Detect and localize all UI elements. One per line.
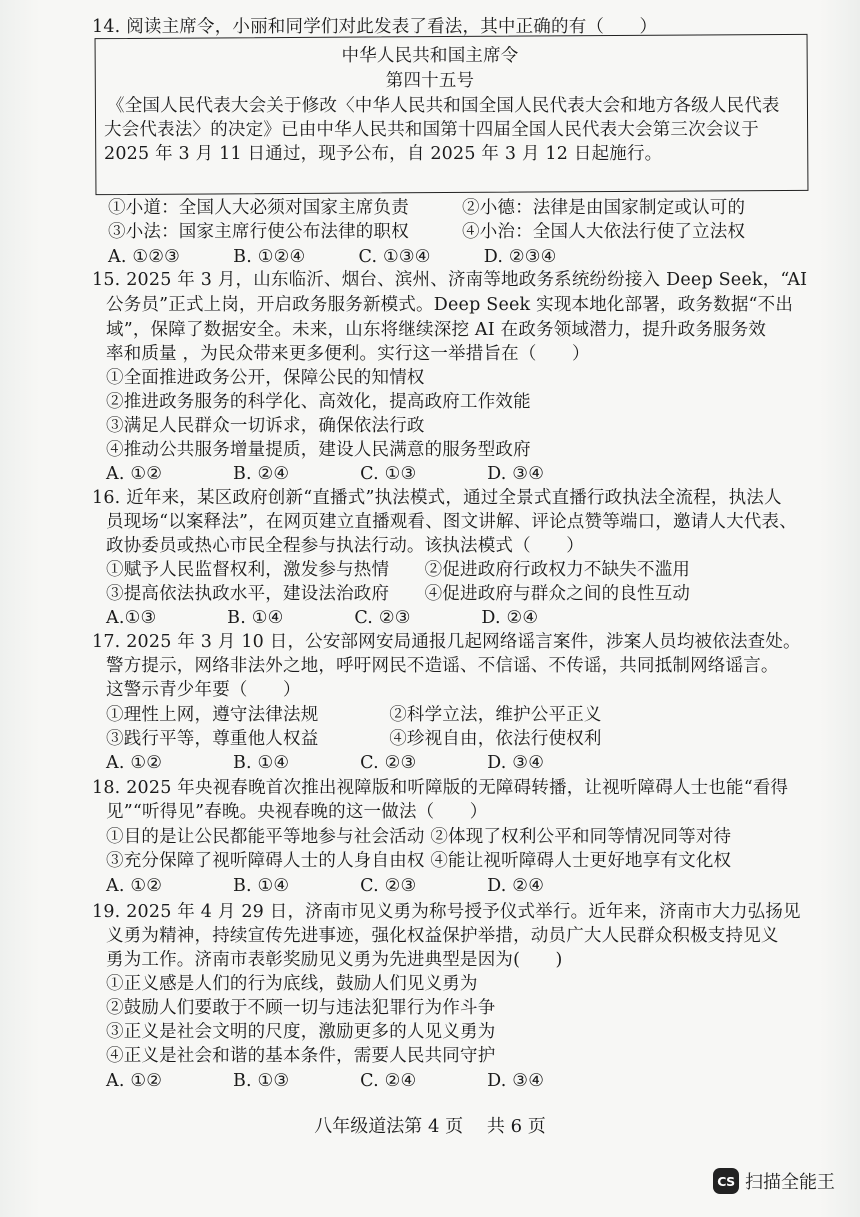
q19-option: ④正义是社会和谐的基本条件，需要人民共同守护 <box>106 1046 496 1066</box>
q19-option: ③正义是社会文明的尺度，激励更多的人见义勇为 <box>106 1022 496 1042</box>
q15-option: ①全面推进政务公开，保障公民的知情权 <box>106 368 425 388</box>
q18-line: 见”“听得见”春晚。央视春晚的这一做法（ ） <box>106 802 488 822</box>
q17-option-line: ①理性上网，遵守法律法规 ②科学立法，维护公平正义 <box>106 705 602 725</box>
decree-body-line: 《全国人民代表大会关于修改〈中华人民共和国全国人民代表大会和地方各级人民代表 <box>107 96 780 116</box>
q16-answer-choices: A.①③ B. ①④ C. ②③ D. ②④ <box>106 608 539 628</box>
q19-line: 勇为工作。济南市表彰奖励见义勇为先进典型是因为( ) <box>106 950 563 970</box>
q16-option-line: ①赋予人民监督权利，激发参与热情 ②促进政府行政权力不缺失不滥用 <box>106 560 691 580</box>
q16-option-line: ③提高依法执政水平，建设法治政府 ④促进政府与群众之间的良性互动 <box>106 584 691 604</box>
decree-body-line: 大会代表法〉的决定》已由中华人民共和国第十四届全国人民代表大会第三次会议于 <box>104 120 759 140</box>
q19-answer-choices: A. ①② B. ①③ C. ②④ D. ③④ <box>106 1071 545 1091</box>
q19-option: ①正义感是人们的行为底线，鼓励人们见义勇为 <box>106 974 478 994</box>
q15-answer-choices: A. ①② B. ②④ C. ①③ D. ③④ <box>106 464 545 484</box>
q18-option-line: ①目的是让公民都能平等地参与社会活动 ②体现了权利公平和同等情况同等对待 <box>106 827 732 847</box>
watermark-text: 扫描全能王 <box>745 1172 835 1193</box>
q15-option: ④推动公共服务增量提质，建设人民满意的服务型政府 <box>106 440 531 460</box>
q15-line: 域”，保障了数据安全。未来，山东将继续深挖 AI 在政务领域潜力，提升政务服务效 <box>106 320 767 340</box>
decree-number: 第四十五号 <box>385 71 475 91</box>
q19-option: ②鼓励人们要敢于不顾一切与违法犯罪行为作斗争 <box>106 998 496 1018</box>
q18-option-line: ③充分保障了视听障碍人士的人身自由权 ④能让视听障碍人士更好地享有文化权 <box>106 851 732 871</box>
page-footer: 八年级道法第 4 页 共 6 页 <box>314 1116 546 1137</box>
q19-line: 19. 2025 年 4 月 29 日，济南市见义勇为称号授予仪式举行。近年来，济南市大力弘扬见 <box>92 902 801 922</box>
decree-title: 中华人民共和国主席令 <box>341 46 519 66</box>
q14-answer-choices: A. ①②③ B. ①②④ C. ①③④ D. ②③④ <box>108 247 557 267</box>
q16-line: 政协委员或热心市民全程参与执法行动。该执法模式（ ） <box>106 536 584 556</box>
q17-answer-choices: A. ①② B. ①④ C. ②③ D. ③④ <box>106 753 545 773</box>
q14-stem: 14. 阅读主席令，小丽和同学们对此发表了看法，其中正确的有（ ） <box>92 17 658 37</box>
q17-option-line: ③践行平等，尊重他人权益 ④珍视自由，依法行使权利 <box>106 729 602 749</box>
q19-line: 义勇为精神，持续宣传先进事迹，强化权益保护举措，动员广大人民群众积极支持见义 <box>106 926 779 946</box>
decree-body-line: 2025 年 3 月 11 日通过，现予公布，自 2025 年 3 月 12 日起施行。 <box>104 144 663 164</box>
q18-line: 18. 2025 年央视春晚首次推出视障版和听障版的无障碍转播，让视听障碍人士也能“看得 <box>92 778 789 798</box>
q18-answer-choices: A. ①② B. ①④ C. ②③ D. ②④ <box>106 876 545 896</box>
q17-line: 17. 2025 年 3 月 10 日，公安部网安局通报几起网络谣言案件，涉案人员均被依法查处。 <box>92 632 801 652</box>
q15-line: 15. 2025 年 3 月，山东临沂、烟台、滨州、济南等地政务系统纷纷接入 Deep Seek，“AI <box>92 270 808 290</box>
q15-line: 公务员”正式上岗，开启政务服务新模式。Deep Seek 实现本地化部署，政务数据“不出 <box>106 295 794 315</box>
camscanner-logo-icon: CS <box>713 1168 739 1194</box>
q14-option-line: ③小法：国家主席行使公布法律的职权 ④小治：全国人大依法行使了立法权 <box>108 222 746 242</box>
q14-option-line: ①小道：全国人大必须对国家主席负责 ②小德：法律是由国家制定或认可的 <box>108 198 746 218</box>
q16-line: 16. 近年来，某区政府创新“直播式”执法模式，通过全景式直播行政执法全流程，执法人 <box>92 488 782 508</box>
q16-line: 员现场“以案释法”，在网页建立直播观看、图文讲解、评论点赞等端口，邀请人大代表、 <box>106 512 797 532</box>
q17-line: 这警示青少年要（ ） <box>106 680 301 700</box>
q15-option: ②推进政务服务的科学化、高效化，提高政府工作效能 <box>106 392 531 412</box>
q15-line: 率和质量 ，为民众带来更多便利。实行这一举措旨在（ ） <box>106 344 590 364</box>
q15-option: ③满足人民群众一切诉求，确保依法行政 <box>106 416 425 436</box>
scanner-watermark <box>713 1168 835 1194</box>
q17-line: 警方提示，网络非法外之地，呼吁网民不造谣、不信谣、不传谣，共同抵制网络谣言。 <box>106 656 779 676</box>
